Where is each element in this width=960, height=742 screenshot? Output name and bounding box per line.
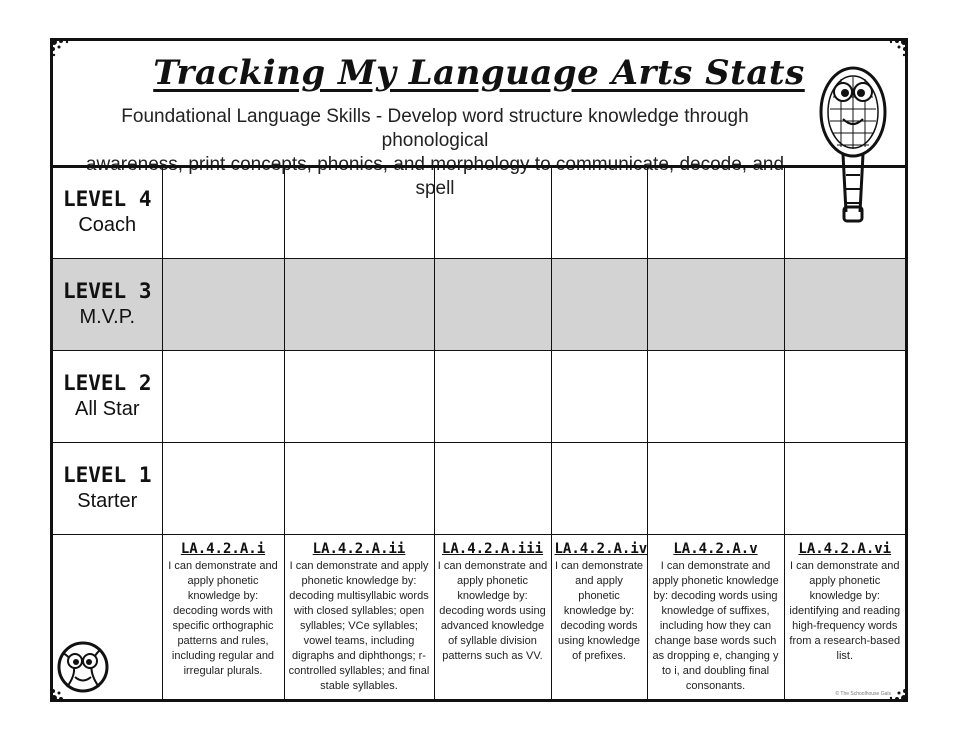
level-name: M.V.P. xyxy=(79,306,136,328)
stats-table xyxy=(53,166,905,702)
tracking-cell[interactable] xyxy=(551,166,647,258)
level-row-1 xyxy=(53,442,905,534)
level-label-cell xyxy=(53,442,162,534)
level-name: All Star xyxy=(75,398,140,420)
standard-code: LA.4.2.A.vi xyxy=(798,540,892,557)
tracking-cell[interactable] xyxy=(434,442,551,534)
standard-code: LA.4.2.A.iii xyxy=(441,540,544,557)
tracking-cell[interactable] xyxy=(434,258,551,350)
tracking-cell[interactable] xyxy=(284,166,434,258)
level-name: Coach xyxy=(78,213,137,236)
level-label-cell xyxy=(53,166,162,258)
standard-text: I can demonstrate and apply phonetic knowledge by: decoding words using knowledge of prefixes. xyxy=(554,559,644,662)
tracking-cell[interactable] xyxy=(162,442,284,534)
level-number: LEVEL 2 xyxy=(62,371,152,395)
standard-code: LA.4.2.A.ii xyxy=(312,540,406,557)
standard-cell xyxy=(434,534,551,702)
tracking-cell[interactable] xyxy=(551,258,647,350)
standard-cell xyxy=(647,534,784,702)
standard-text: I can demonstrate and apply phonetic knowledge by: decoding words using advanced knowledge of syllable division patterns such as VV. xyxy=(437,559,548,662)
standard-code: LA.4.2.A.v xyxy=(673,540,758,557)
tracking-cell[interactable] xyxy=(647,166,784,258)
tracking-cell[interactable] xyxy=(162,350,284,442)
level-label-cell xyxy=(53,350,162,442)
subtitle-line-2: awareness, print concepts, phonics, and morphology to communicate, decode, and spell xyxy=(85,154,785,199)
level-name: Starter xyxy=(77,490,138,512)
standard-text: I can demonstrate and apply phonetic knowledge by: decoding multisyllabic words with closed syllables; open syllables; VCe syllables; vowel teams, including digraphs and diphthongs; r-controlled syllables; and final stable syllables. xyxy=(288,559,430,692)
tracking-cell[interactable] xyxy=(784,350,905,442)
tracking-sheet xyxy=(50,38,908,702)
standard-code: LA.4.2.A.i xyxy=(180,540,266,557)
tennis-ball-character-icon xyxy=(53,635,111,695)
tracking-cell[interactable] xyxy=(647,442,784,534)
tracking-cell[interactable] xyxy=(162,258,284,350)
level-number: LEVEL 1 xyxy=(62,463,152,487)
subtitle-line-1: Foundational Language Skills - Develop word structure knowledge through phonological xyxy=(121,106,749,151)
tracking-cell[interactable] xyxy=(784,258,905,350)
page-title: Tracking My Language Arts Stats xyxy=(153,53,805,93)
tracking-cell[interactable] xyxy=(284,258,434,350)
standard-cell xyxy=(784,534,905,702)
level-row-4 xyxy=(53,166,905,258)
standard-text: I can demonstrate and apply phonetic knowledge by: decoding words using knowledge of suffixes, including how they can change base words such as dropping e, changing y to i, and doubling final consonants. xyxy=(652,559,779,692)
level-number: LEVEL 4 xyxy=(62,186,152,211)
tracking-cell[interactable] xyxy=(784,442,905,534)
standard-cell xyxy=(284,534,434,702)
standard-cell xyxy=(162,534,284,702)
credit-text: © The Schoolhouse Gals xyxy=(835,691,891,697)
tracking-cell[interactable] xyxy=(434,166,551,258)
standard-code: LA.4.2.A.iv xyxy=(554,540,648,557)
standard-text: I can demonstrate and apply phonetic knowledge by: decoding words with specific orthographic patterns and rules, including regular and irregular plurals. xyxy=(168,559,278,677)
level-number: LEVEL 3 xyxy=(62,279,152,303)
tracking-cell[interactable] xyxy=(284,350,434,442)
tracking-cell[interactable] xyxy=(647,258,784,350)
standard-cell xyxy=(551,534,647,702)
tracking-cell[interactable] xyxy=(284,442,434,534)
tracking-cell[interactable] xyxy=(162,166,284,258)
tracking-cell[interactable] xyxy=(434,350,551,442)
tracking-cell[interactable] xyxy=(784,166,905,258)
tracking-cell[interactable] xyxy=(647,350,784,442)
tracking-cell[interactable] xyxy=(551,350,647,442)
level-label-cell xyxy=(53,258,162,350)
standards-row xyxy=(53,534,905,702)
standard-text: I can demonstrate and apply phonetic knowledge by: identifying and reading high-frequency words from a research-based list. xyxy=(789,559,901,662)
level-row-2 xyxy=(53,350,905,442)
level-row-3 xyxy=(53,258,905,350)
tracking-cell[interactable] xyxy=(551,442,647,534)
